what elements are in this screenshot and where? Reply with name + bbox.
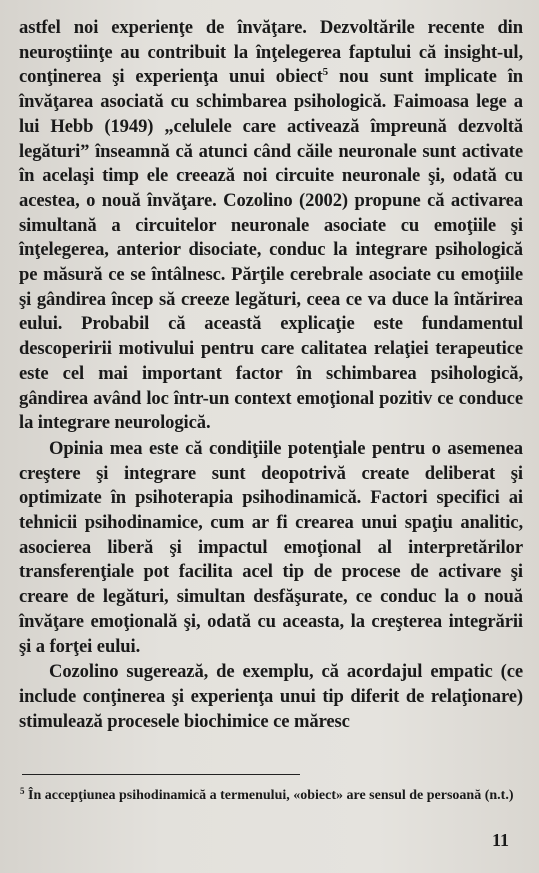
footnote-divider	[22, 774, 300, 775]
paragraph-1	[19, 16, 523, 436]
page-number: 11	[491, 830, 509, 850]
paragraph-3: Cozolino sugerează, de exemplu, că acordajul empatic (ce include conţinerea şi experienţa unui tip diferit de relaţionare) stimulează procesele biochimice ce măresc	[19, 661, 523, 732]
footnote-reference: 5	[322, 66, 329, 79]
footnote-text: În accepţiunea psihodinamică a termenului, «obiect» are sensul de persoană (n.t.)	[24, 788, 514, 803]
footnote	[20, 786, 520, 805]
paragraph-1-start: astfel noi experienţe de învăţare. Dezvoltările recente din neuroştiinţe au contribuit la înţelegerea faptului că insight-ul, conţinerea şi experienţa unui obiect	[19, 17, 523, 88]
footnote-number: 5	[20, 786, 25, 796]
paragraph-1-rest: nou sunt implicate în învăţarea asociată cu schimbarea psihologică. Faimoasa lege a lui Hebb (1949) „celulele care activează împreună dezvoltă legături” înseamnă că atunci când căile neuronale sunt activate în acelaşi timp ele creează noi circuite neuronale şi, odată cu acestea, o nouă învăţare. Cozolino (2002) propune că activarea simultană a circuitelor neuronale asociate cu emoţiile şi înţelegerea, anterior disociate, conduc la integrare psihologică pe măsură ce se întâlnesc. Părţile cerebrale asociate cu emoţiile şi gândirea încep să creeze legături, ceea ce va duce la întărirea eului. Probabil că această explicaţie este fundamentul descoperirii motivului pentru care calitatea relaţiei terapeutice este cel mai important factor în schimbarea psihologică, gândirea având loc într-un context emoţional pozitiv ce conduce la integrare neurologică.	[19, 66, 524, 434]
paragraph-2: Opinia mea este că condiţiile potenţiale pentru o asemenea creştere şi integrare sunt deopotrivă create deliberat şi optimizate în psihoterapia psihodinamică. Factori specifici ai tehnicii psihodinamice, cum ar fi crearea unui spaţiu analitic, asocierea liberă şi impactul emoţional al interpretărilor transferenţiale pot facilita acel tip de procese de activare şi creare de legături, simultan desfăşurate, ce conduc la o nouă învăţare emoţională şi, odată cu aceasta, la creşterea integrării şi a forţei eului.	[19, 437, 523, 657]
body-text	[19, 16, 523, 734]
